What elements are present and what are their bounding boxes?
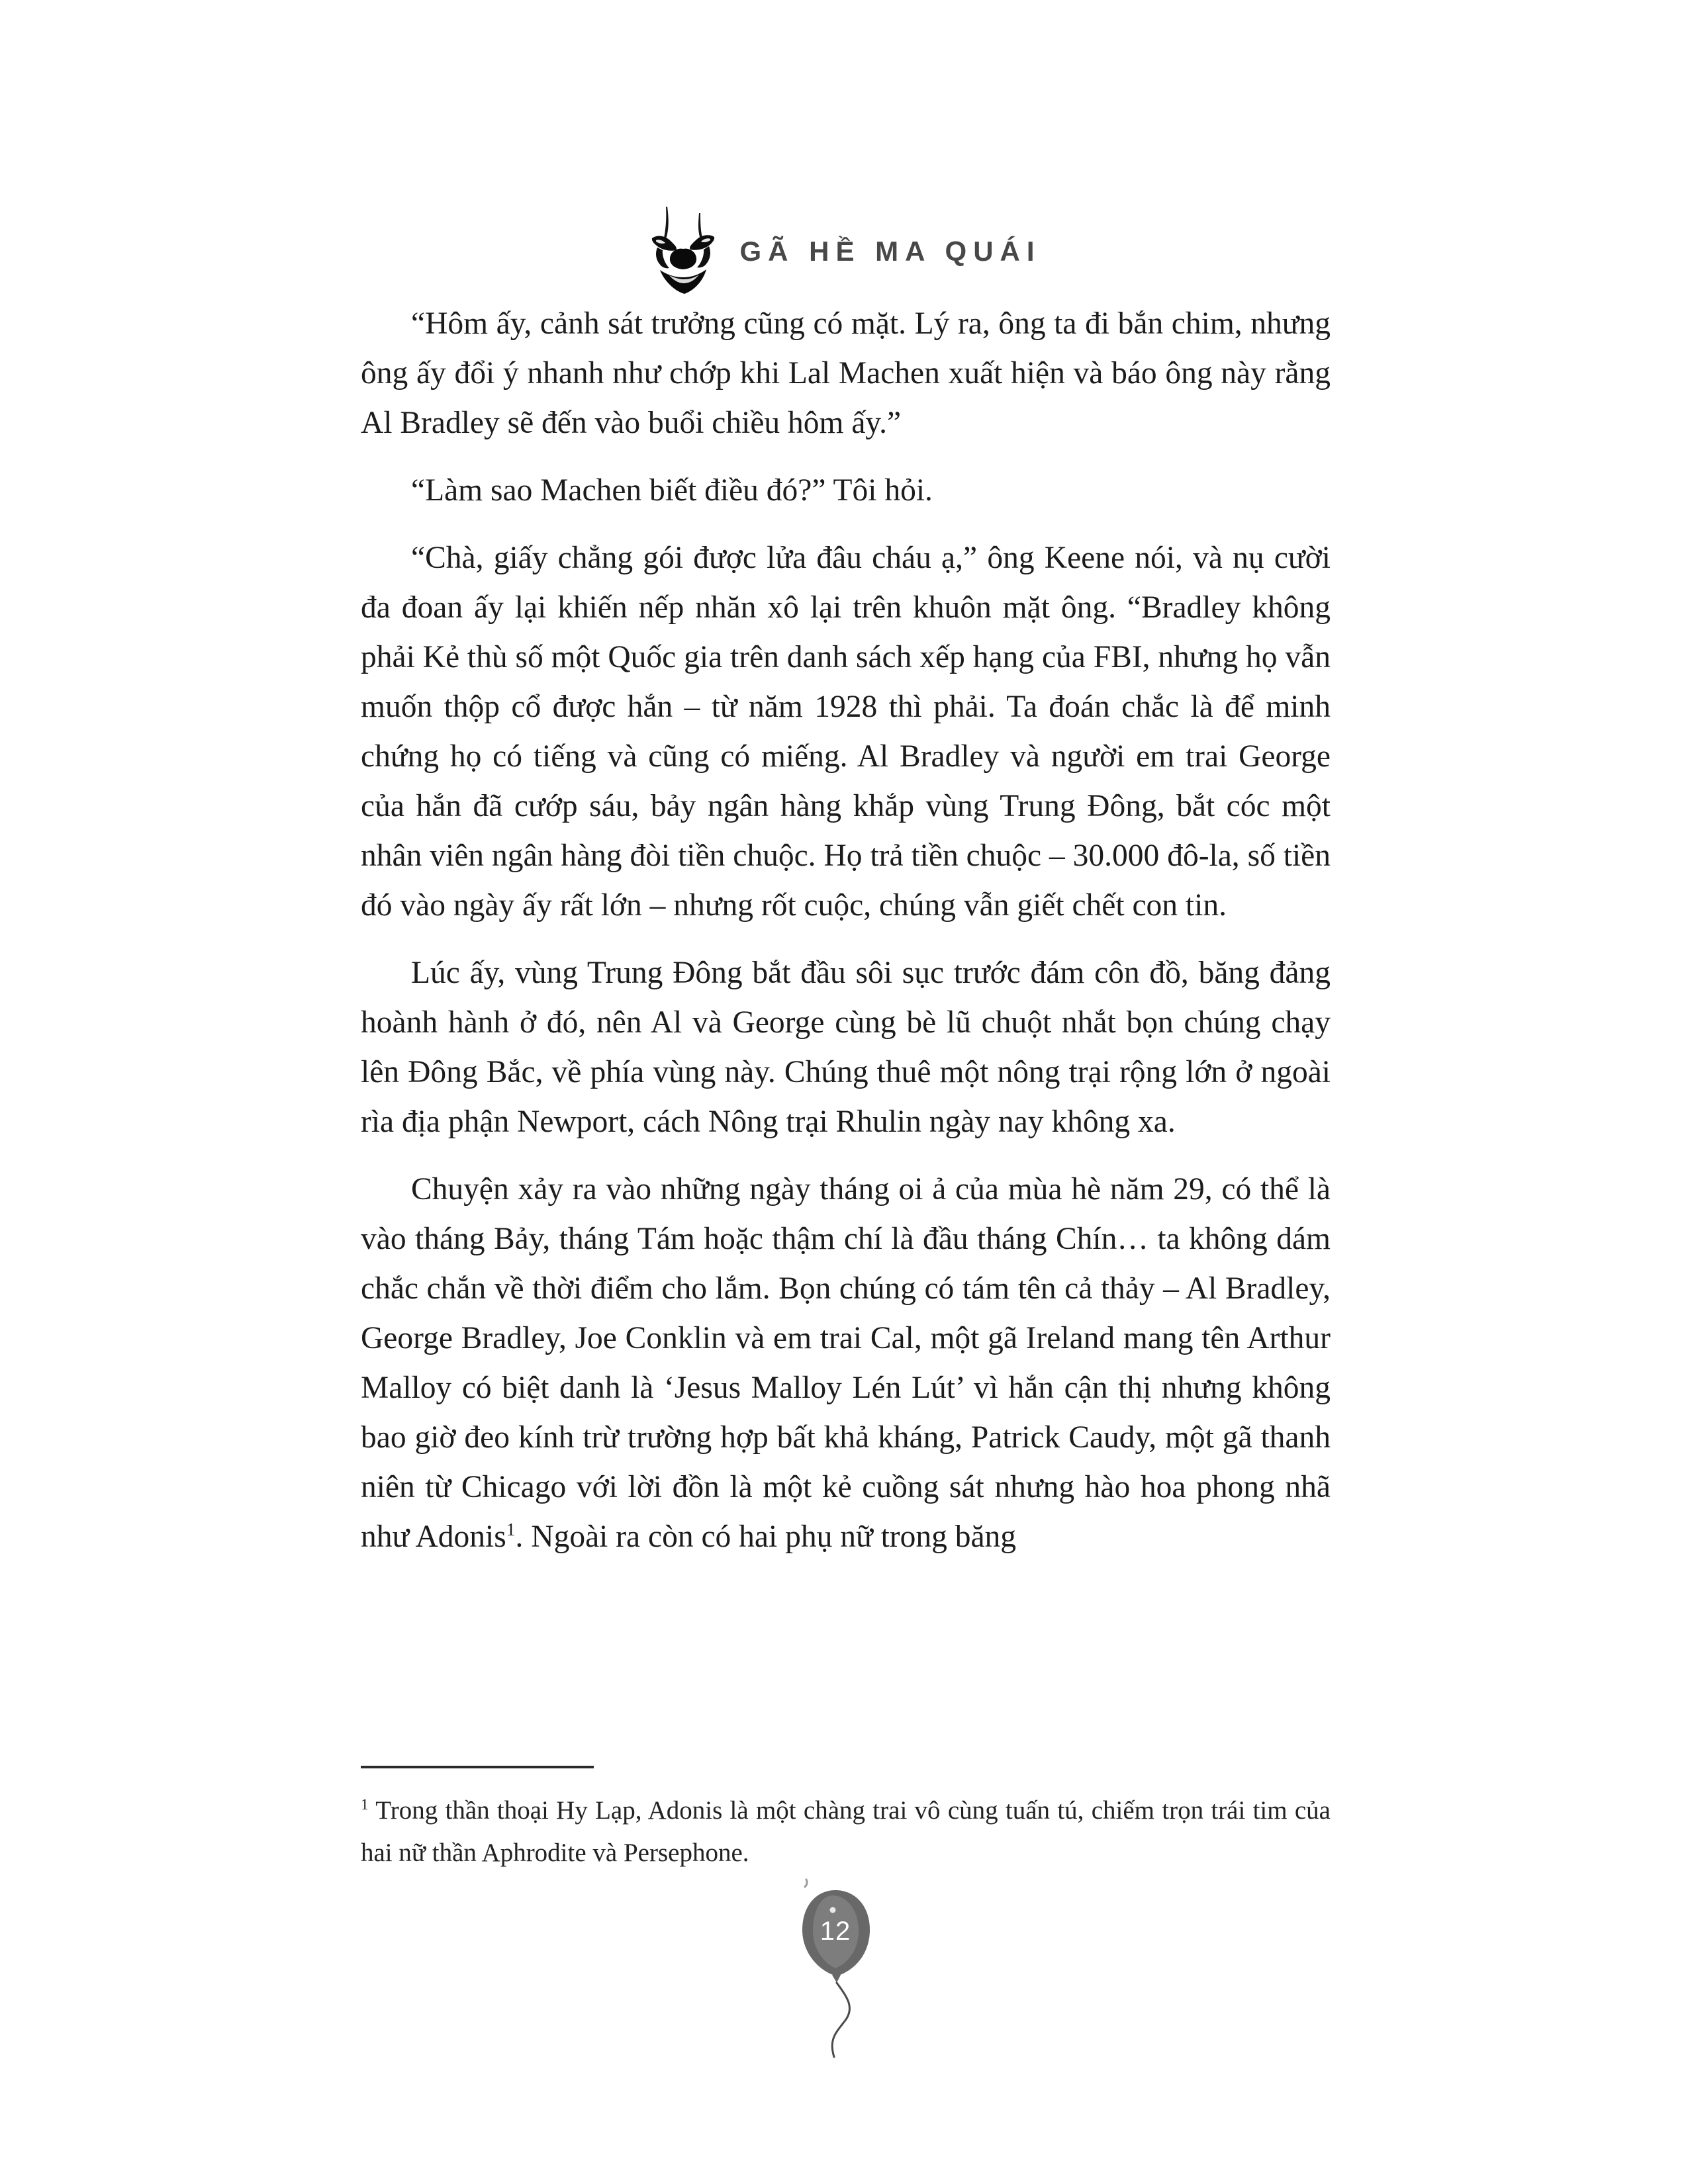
paragraph-2: “Làm sao Machen biết điều đó?” Tôi hỏi.: [411, 473, 933, 508]
paragraph-4: Lúc ấy, vùng Trung Đông bắt đầu sôi sục trước đám côn đồ, băng đảng hoành hành ở đó, nên Al và George cùng bè lũ chuột nhắt bọn chúng chạy lên Đông Bắc, về phía vùng này. Chúng thuê một nông trại rộng lớn ở ngoài rìa địa phận Newport, cách Nông trại Rhulin ngày nay không xa.: [361, 956, 1331, 1139]
chapter-title: GÃ HỀ MA QUÁI: [739, 236, 1041, 267]
balloon-graphic: [794, 1878, 890, 2064]
page-number: 12: [820, 1917, 851, 1946]
paragraph-5-text-after: . Ngoài ra còn có hai phụ nữ trong băng: [515, 1520, 1017, 1554]
chapter-header: [0, 204, 1688, 295]
page-number-balloon: [794, 1878, 890, 2064]
footnote-text: Trong thần thoại Hy Lạp, Adonis là một chàng trai vô cùng tuấn tú, chiếm trọn trái tim của hai nữ thần Aphrodite và Persephone.: [361, 1796, 1331, 1867]
page-body: [361, 299, 1331, 1562]
footnote: [361, 1790, 1331, 1874]
footnote-reference: 1: [506, 1519, 516, 1540]
paragraph-3: “Chà, giấy chẳng gói được lửa đâu cháu ạ,” ông Keene nói, và nụ cười đa đoan ấy lại khiến nếp nhăn xô lại trên khuôn mặt ông. “Bradley không phải Kẻ thù số một Quốc gia trên danh sách xếp hạng của FBI, nhưng họ vẫn muốn thộp cổ được hắn – từ năm 1928 thì phải. Ta đoán chắc là để minh chứng họ có tiếng và cũng có miếng. Al Bradley và người em trai George của hắn đã cướp sáu, bảy ngân hàng khắp vùng Trung Đông, bắt cóc một nhân viên ngân hàng đòi tiền chuộc. Họ trả tiền chuộc – 30.000 đô-la, số tiền đó vào ngày ấy rất lớn – nhưng rốt cuộc, chúng vẫn giết chết con tin.: [361, 541, 1331, 923]
paragraph-5-text: Chuyện xảy ra vào những ngày tháng oi ả của mùa hè năm 29, có thể là vào tháng Bảy, tháng Tám hoặc thậm chí là đầu tháng Chín… ta không dám chắc chắn về thời điểm cho lắm. Bọn chúng có tám tên cả thảy – Al Bradley, George Bradley, Joe Conklin và em trai Cal, một gã Ireland mang tên Arthur Malloy có biệt danh là ‘Jesus Malloy Lén Lút’ vì hắn cận thị nhưng không bao giờ đeo kính trừ trường hợp bất khả kháng, Patrick Caudy, một gã thanh niên từ Chicago với lời đồn là một kẻ cuồng sát nhưng hào hoa phong nhã như Adonis: [361, 1172, 1331, 1554]
footnote-section: [361, 1766, 1331, 1874]
paragraph-5: [361, 1165, 1331, 1562]
footnote-divider: [361, 1766, 594, 1768]
footnote-marker: 1: [361, 1796, 369, 1813]
paragraph-1: “Hôm ấy, cảnh sát trưởng cũng có mặt. Lý ra, ông ta đi bắn chim, nhưng ông ấy đổi ý nhanh như chớp khi Lal Machen xuất hiện và báo ông này rằng Al Bradley sẽ đến vào buổi chiều hôm ấy.”: [361, 306, 1331, 440]
pennywise-clown-face-icon: [647, 204, 720, 295]
